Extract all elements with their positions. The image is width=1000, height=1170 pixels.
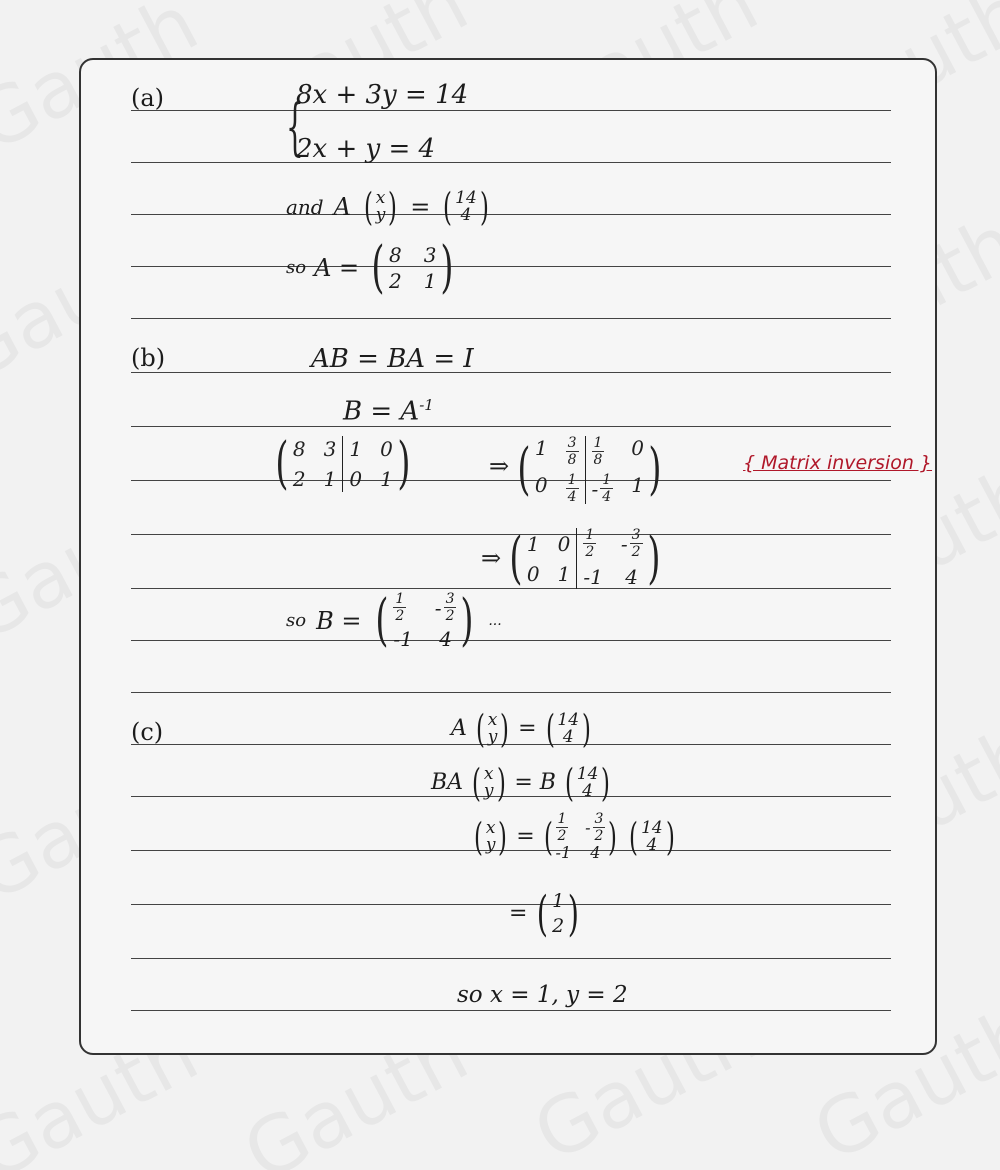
matrix-entry: 4	[625, 565, 639, 589]
matrix-entry: 1	[534, 436, 548, 460]
vector-values-c2: ( 14 4 )	[564, 761, 611, 805]
vec-entry: y	[483, 781, 494, 801]
vector-xy: ( x y )	[363, 185, 398, 229]
matrix-entry: -1	[393, 627, 413, 651]
matrix-b-grid	[393, 592, 456, 649]
matrix-entry: $\frac{1}{8}$	[593, 435, 603, 468]
vec-entry: 14	[576, 764, 599, 784]
vec-entry: 14	[641, 817, 663, 838]
matrix-entry: 1	[423, 269, 437, 293]
part-c-line-2	[431, 761, 613, 805]
matrix-entry: $\frac{3}{8}$	[567, 435, 577, 468]
ruled-line	[131, 426, 891, 427]
inverse-exponent: -1	[419, 396, 434, 414]
vec-entry: 4	[460, 205, 472, 225]
equals-b: = B	[514, 770, 556, 795]
part-c-label: (c)	[131, 718, 164, 746]
matrix-entry: 4	[590, 843, 601, 862]
matrix-entry: 1	[557, 561, 571, 586]
matrix-entry: - $\frac{3}{2}$	[620, 527, 641, 560]
matrix-entry: 0	[526, 561, 540, 586]
ruled-line	[131, 162, 891, 163]
matrix-entry: 8	[389, 243, 402, 267]
matrix-entry: $\frac{1}{4}$	[567, 472, 577, 505]
part-b-label: (b)	[131, 344, 166, 372]
aug2-left	[535, 436, 579, 504]
equals-sign-c4: =	[509, 901, 528, 926]
ruled-line	[131, 318, 891, 319]
and-text: and	[286, 195, 324, 219]
matrix-entry: 8	[292, 437, 306, 461]
b-equals-a: B = A	[343, 396, 420, 427]
equation-2: 2x + y = 4	[296, 134, 436, 164]
vec-entry: 14	[455, 188, 477, 208]
matrix-entry: -1	[555, 843, 572, 862]
vec-entry: x	[375, 188, 386, 208]
vec-entry: 14	[557, 710, 580, 730]
ruled-line	[131, 640, 891, 641]
vec-entry: y	[375, 205, 386, 225]
matrix-entry: 4	[439, 627, 452, 651]
equals-sign: =	[410, 193, 431, 221]
augment-bar	[585, 436, 586, 504]
implies-arrow: ⇒	[489, 452, 510, 480]
so-text-b: so	[286, 609, 307, 631]
matrix-a-definition	[286, 235, 458, 300]
matrix-a-symbol-c: A	[451, 716, 467, 741]
matrix-b-grid-c	[556, 812, 606, 861]
matrix-a-grid	[389, 245, 436, 291]
answer-sheet	[79, 58, 937, 1055]
matrix-entry: 2	[292, 467, 306, 491]
part-c-line-1	[451, 707, 594, 751]
matrix-inversion-note: { Matrix inversion }	[743, 452, 933, 474]
augment-bar	[576, 528, 577, 589]
matrix-entry: - $\frac{1}{4}$	[591, 472, 612, 505]
vec-entry: x	[485, 817, 496, 838]
matrix-a-symbol: A	[333, 193, 351, 221]
so-text: so	[286, 257, 307, 278]
augmented-matrix-3: ( 1 0 0 1 $\frac{1}{2}$ - $\frac{3}{2}$ -1 4 )	[509, 525, 660, 591]
aug3-right	[583, 528, 642, 589]
equals-sign-c1: =	[518, 716, 537, 741]
equals-sign-c3: =	[516, 823, 535, 849]
vec-entry: 1	[552, 890, 565, 912]
ruled-line	[131, 958, 891, 959]
ruled-line	[131, 480, 891, 481]
vector-xy-c3: ( x y )	[473, 814, 508, 859]
augment-bar	[342, 436, 343, 492]
implies-arrow-2: ⇒	[481, 544, 502, 572]
vec-entry: y	[487, 727, 498, 747]
vec-entry: x	[483, 764, 494, 784]
aug1-left	[293, 437, 336, 491]
aug3-left	[527, 532, 570, 586]
ruled-line	[131, 372, 891, 373]
matrix-entry: 3	[423, 243, 437, 267]
vec-entry: 4	[562, 727, 574, 747]
matrix-entry: $\frac{1}{2}$	[557, 811, 567, 844]
matrix-entry: 0	[534, 473, 548, 497]
matrix-entry: 1	[349, 437, 363, 461]
vec-entry: 4	[582, 781, 593, 801]
part-a-label: (a)	[131, 84, 165, 112]
matrix-b-result	[286, 587, 502, 653]
ab-ba-identity: AB = BA = I	[311, 344, 474, 374]
b-trailing-dots: ...	[488, 612, 502, 629]
equation-1: 8x + 3y = 14	[296, 80, 469, 110]
vec-entry: x	[487, 710, 498, 730]
vector-xy-c2: ( x y )	[472, 761, 506, 805]
b-equals: B =	[316, 606, 362, 635]
matrix-entry: 0	[631, 436, 644, 460]
matrix-entry: 3	[323, 437, 337, 461]
part-c-line-3	[471, 812, 678, 861]
final-answer: so x = 1, y = 2	[457, 982, 628, 1008]
matrix-entry: 1	[323, 467, 337, 491]
matrix-entry: 2	[389, 269, 402, 293]
ruled-line	[131, 1010, 891, 1011]
matrix-entry: $\frac{1}{2}$	[585, 527, 595, 560]
matrix-a: ( 8 3 2 1 )	[371, 235, 454, 300]
matrix-equation-a	[286, 185, 492, 229]
vec-entry: 2	[552, 915, 565, 937]
ruled-line	[131, 266, 891, 267]
matrix-b-c3: ( $\frac{1}{2}$ - $\frac{3}{2}$ -1 4 )	[543, 811, 618, 862]
augmented-matrix-1: ( 8 3 2 1 1 0 0 1 )	[275, 431, 411, 496]
aug1-right	[349, 437, 392, 491]
vector-values-c1: ( 14 4 )	[545, 707, 591, 751]
a-equals: A =	[314, 254, 360, 282]
solution-vector: ( 1 2 )	[537, 886, 580, 942]
vec-entry: y	[485, 834, 496, 855]
matrix-entry: 0	[380, 437, 393, 461]
part-c-line-4	[509, 886, 583, 942]
matrix-entry: 1	[526, 531, 540, 556]
ruled-line	[131, 214, 891, 215]
matrix-entry: $\frac{1}{2}$	[395, 591, 405, 624]
matrix-entry: 1	[380, 467, 393, 491]
matrix-entry: - $\frac{3}{2}$	[434, 591, 455, 624]
ruled-line	[131, 692, 891, 693]
vec-entry: 4	[646, 834, 658, 855]
augmented-matrix-2: ( 1 $\frac{3}{8}$ 0 $\frac{1}{4}$ $\frac{1}{8}$ 0 - $\frac{1}{4}$ 1 )	[517, 435, 662, 505]
vector-values: ( 14 4 )	[443, 185, 489, 229]
matrix-entry: 0	[349, 467, 363, 491]
ba-symbol: BA	[431, 770, 464, 795]
matrix-entry: - $\frac{3}{2}$	[585, 811, 604, 844]
b-inverse	[343, 398, 434, 425]
system-brace: {	[286, 90, 304, 163]
matrix-entry: -1	[583, 565, 603, 589]
vector-values-c3: ( 14 4 )	[629, 814, 675, 859]
matrix-b: ( $\frac{1}{2}$ - $\frac{3}{2}$ -1 4 )	[375, 587, 474, 653]
matrix-entry: 0	[557, 531, 571, 556]
vector-xy-c1: ( x y )	[475, 707, 510, 751]
ruled-line	[131, 110, 891, 111]
aug2-right	[592, 436, 644, 504]
matrix-entry: 1	[631, 473, 644, 497]
